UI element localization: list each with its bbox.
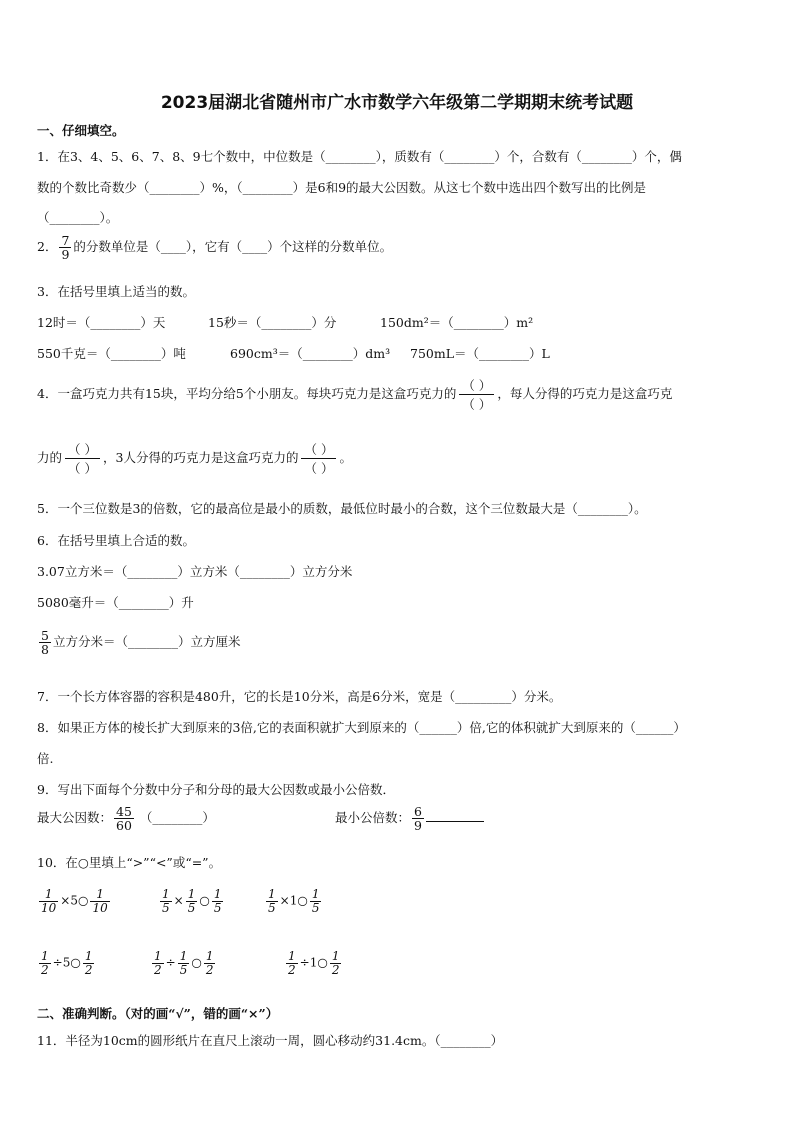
- q10-2-fraction-b: [212, 888, 224, 914]
- q6-fraction: [39, 629, 51, 656]
- q6-line3: [37, 629, 240, 656]
- denominator: 2: [288, 962, 296, 977]
- q10-expression-3: [264, 888, 323, 914]
- denominator: 10: [92, 900, 108, 915]
- q9-lcm-label: 最小公倍数：: [335, 810, 411, 826]
- q4-blank-fraction-1-top: （ ）: [462, 378, 492, 393]
- q2-text: 的分数单位是（____），它有（____）个这样的分数单位。: [73, 239, 393, 255]
- page-title: 2023届湖北省随州市广水市数学六年级第二学期期末统考试题: [160, 93, 634, 113]
- numerator: 1: [96, 887, 104, 901]
- numerator: 1: [84, 949, 93, 963]
- q3-row1-item3: 150dm²＝（________）m²: [380, 315, 534, 330]
- q6-heading: 6．在括号里填上合适的数。: [37, 533, 195, 548]
- numerator: 1: [187, 887, 196, 901]
- q4-blank-fraction-1-bottom: （ ）: [459, 394, 494, 413]
- section-heading-judge: 二、准确判断。（对的画“√”，错的画“×”）: [37, 1006, 279, 1021]
- denominator: 10: [41, 900, 57, 915]
- q10-heading: 10．在○里填上“>”“<”或“=”。: [37, 855, 222, 870]
- q2-fraction-denominator: 9: [61, 247, 70, 263]
- q2-fraction: [59, 234, 71, 261]
- q1-line3: （________）。: [37, 210, 119, 225]
- q9-fraction-1-denominator: 60: [116, 818, 132, 834]
- numerator: 1: [154, 949, 162, 963]
- q10-expression-1: [37, 888, 112, 914]
- q10-5-fraction-b: [204, 950, 216, 976]
- q10-3-operator: ×1○: [279, 893, 308, 908]
- q9-lcm-answer-line: [426, 809, 484, 822]
- q2-number: 2．: [37, 239, 58, 255]
- q9-fraction-2-denominator: 9: [414, 818, 422, 834]
- q6-line2: 5080毫升＝（________）升: [37, 595, 194, 610]
- q4-blank-fraction-3-bottom: （ ）: [301, 458, 336, 477]
- numerator: 1: [311, 887, 320, 901]
- q6-line1: 3.07立方米＝（________）立方米（________）立方分米: [37, 564, 353, 579]
- q9-heading: 9．写出下面每个分数中分子和分母的最大公因数或最小公倍数．: [37, 782, 395, 797]
- q9-fraction-2: [412, 805, 424, 832]
- section-heading-fill: 一、仔细填空。: [37, 123, 125, 138]
- q2-fraction-numerator: 7: [61, 233, 70, 248]
- q9-fraction-2-numerator: 6: [414, 804, 422, 819]
- denominator: 5: [187, 900, 196, 915]
- q10-1-operator: ×5○: [60, 893, 89, 908]
- q10-6-fraction-a: [286, 950, 298, 976]
- denominator: 2: [154, 962, 162, 977]
- q4-line1: [37, 376, 672, 413]
- denominator: 2: [84, 962, 93, 977]
- q4-blank-fraction-2-bottom: （ ）: [65, 458, 100, 477]
- q10-2-circle: ○: [199, 893, 210, 908]
- denominator: 2: [331, 962, 340, 977]
- q10-4-fraction-b: [83, 950, 95, 976]
- q2: [37, 234, 392, 261]
- q9-fraction-1-numerator: 45: [116, 804, 132, 819]
- q10-expression-2: [158, 888, 225, 914]
- q3-heading: 3．在括号里填上适当的数。: [37, 284, 195, 299]
- q3-row1-item2: 15秒＝（________）分: [208, 315, 337, 330]
- q6-line3-text: 立方分米＝（________）立方厘米: [52, 634, 241, 650]
- q10-1-fraction-b: [90, 888, 109, 914]
- q9-gcd: [37, 805, 215, 832]
- q9-fraction-1: [114, 805, 134, 832]
- q10-2-operator: ×: [173, 893, 184, 908]
- q8-line2: 倍.: [37, 751, 54, 766]
- q4-text3: 力的: [37, 450, 63, 465]
- q10-5-circle: ○: [191, 955, 202, 970]
- q4-text1: 4．一盒巧克力共有15块，平均分给5个小朋友。每块巧克力是这盒巧克力的: [37, 386, 457, 401]
- numerator: 1: [331, 949, 340, 963]
- numerator: 1: [44, 887, 53, 901]
- q10-4-fraction-a: [39, 950, 51, 976]
- numerator: 1: [268, 887, 276, 901]
- q3-row2-item3: 750mL＝（________）L: [410, 346, 550, 361]
- q9-lcm: [335, 805, 484, 832]
- q10-expression-5: [150, 950, 217, 976]
- q10-6-fraction-b: [330, 950, 342, 976]
- q10-5-operator: ÷: [165, 955, 176, 970]
- q1-line1: 1．在3、4、5、6、7、8、9七个数中，中位数是（________），质数有（________）个，合数有（________）个，偶: [37, 149, 682, 164]
- q4-blank-fraction-3: [301, 440, 336, 477]
- numerator: 1: [288, 949, 296, 963]
- q3-row2-item1: 550千克＝（________）吨: [37, 346, 186, 361]
- q11: 11．半径为10cm的圆形纸片在直尺上滚动一周，圆心移动约31.4cm。（________）: [37, 1033, 504, 1048]
- q10-expression-6: [284, 950, 343, 976]
- q4-blank-fraction-1: [459, 376, 494, 413]
- q6-fraction-denominator: 8: [41, 642, 49, 658]
- q3-row1-item1: 12时＝（________）天: [37, 315, 166, 330]
- q9-gcd-label: 最大公因数：: [37, 810, 113, 826]
- numerator: 1: [213, 887, 222, 901]
- numerator: 1: [162, 887, 170, 901]
- q4-line2: [37, 440, 352, 477]
- q10-5-fraction-a: [152, 950, 164, 976]
- q10-3-fraction-a: [266, 888, 278, 914]
- q10-2-fraction-m: [186, 888, 198, 914]
- denominator: 5: [179, 962, 188, 977]
- q4-blank-fraction-2: [65, 440, 100, 477]
- q4-blank-fraction-2-top: （ ）: [68, 442, 97, 457]
- numerator: 1: [205, 949, 214, 963]
- q10-4-operator: ÷5○: [52, 955, 81, 970]
- denominator: 5: [268, 900, 276, 915]
- q3-row2-item2: 690cm³＝（________）dm³: [230, 346, 391, 361]
- denominator: 5: [213, 900, 222, 915]
- q10-3-fraction-b: [310, 888, 322, 914]
- q10-expression-4: [37, 950, 96, 976]
- q7: 7．一个长方体容器的容积是480升，它的长是10分米，高是6分米，宽是（_________）分米。: [37, 689, 562, 704]
- denominator: 5: [311, 900, 320, 915]
- denominator: 2: [205, 962, 214, 977]
- q10-2-fraction-a: [160, 888, 172, 914]
- q10-6-operator: ÷1○: [299, 955, 328, 970]
- q10-1-fraction-a: [39, 888, 58, 914]
- numerator: 1: [179, 949, 188, 963]
- denominator: 2: [41, 962, 49, 977]
- q4-blank-fraction-3-top: （ ）: [304, 442, 334, 457]
- q10-5-fraction-m: [178, 950, 190, 976]
- q4-text4: ，3人分得的巧克力是这盒巧克力的: [103, 450, 299, 465]
- q4-text2: ，每人分得的巧克力是这盒巧克: [497, 386, 673, 401]
- numerator: 1: [41, 949, 49, 963]
- q8-line1: 8．如果正方体的棱长扩大到原来的3倍,它的表面积就扩大到原来的（______）倍,它的体积就扩大到原来的（______）: [37, 720, 686, 735]
- q9-gcd-blank: （________）: [139, 810, 215, 826]
- q4-text5: 。: [339, 450, 352, 465]
- q1-line2: 数的个数比奇数少（________）%，（________）是6和9的最大公因数。从这七个数中选出四个数写出的比例是: [37, 180, 647, 195]
- q5: 5．一个三位数是3的倍数，它的最高位是最小的质数，最低位时最小的合数，这个三位数最大是（________）。: [37, 501, 647, 516]
- q6-fraction-numerator: 5: [41, 628, 49, 643]
- denominator: 5: [162, 900, 170, 915]
